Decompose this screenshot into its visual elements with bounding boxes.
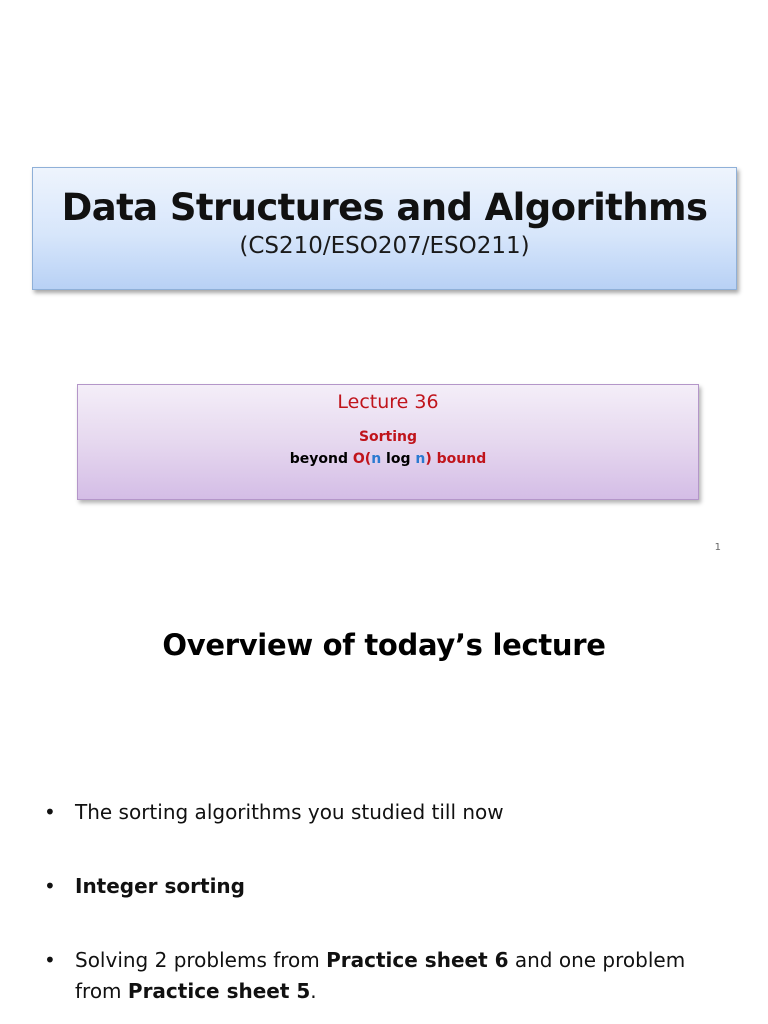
bullet-text: Integer sorting [75,874,245,898]
page-number: 1 [714,542,721,553]
overview-bullet-list [44,797,734,1007]
subtopic-big-o-open: O( [352,451,372,467]
bullet-icon: • [44,800,56,824]
title-banner [32,167,737,290]
bullet-text-post: . [310,979,317,1003]
bullet-text-pre: Solving 2 problems from [75,948,327,972]
subtopic-n-first: n [371,451,382,467]
bullet-icon: • [44,874,56,898]
subtopic-bound: ) bound [425,451,487,467]
subtopic-n-second: n [415,451,426,467]
lecture-topic: Sorting [358,429,418,445]
subtopic-log: log [381,451,416,467]
list-item [44,871,734,902]
bullet-icon: • [44,948,56,972]
course-title: Data Structures and Algorithms [61,186,708,229]
lecture-number: Lecture 36 [337,391,439,413]
subtopic-beyond: beyond [289,451,353,467]
lecture-banner [77,384,699,500]
bullet-text: The sorting algorithms you studied till now [75,800,504,824]
list-item [44,945,734,1007]
bullet-bold-practice-sheet-5: Practice sheet 5 [127,979,311,1003]
list-item [44,797,734,828]
slide-2 [0,575,768,1024]
overview-title: Overview of today’s lecture [162,628,606,662]
course-codes: (CS210/ESO207/ESO211) [239,233,530,259]
bullet-bold-practice-sheet-6: Practice sheet 6 [326,948,509,972]
bullet-text-mid: and one problem from [75,948,686,1003]
lecture-subtopic [78,451,698,467]
